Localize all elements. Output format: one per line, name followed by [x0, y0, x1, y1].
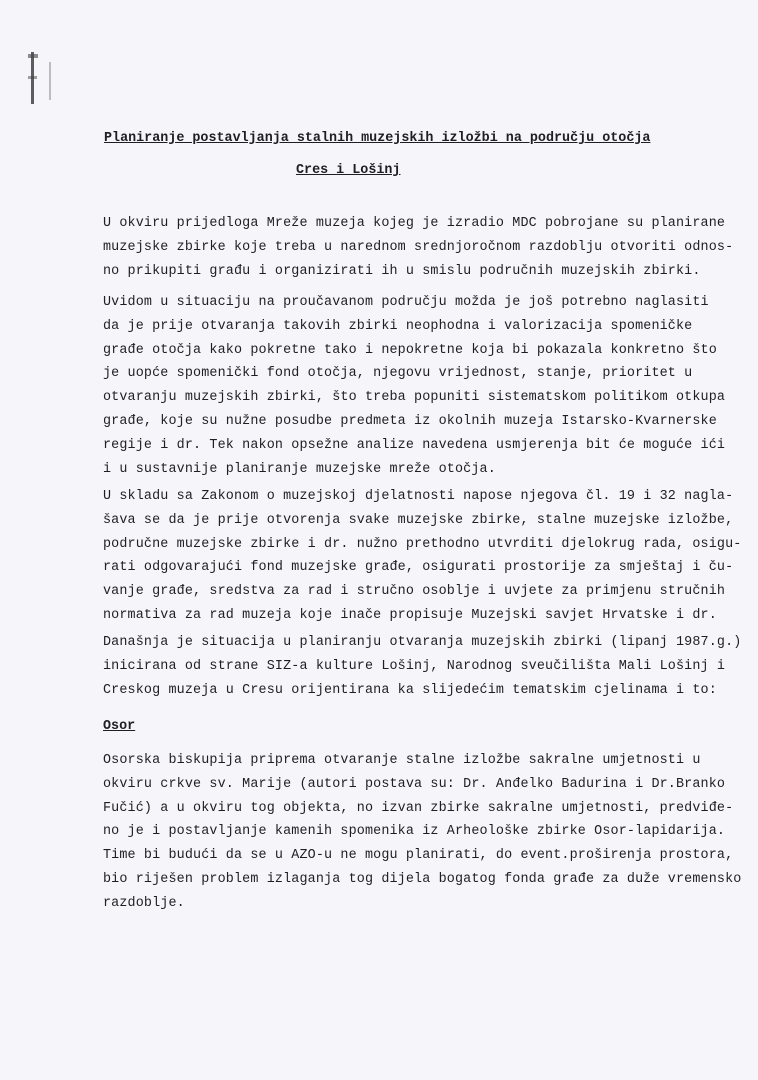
text-line: muzejske zbirke koje treba u narednom srednjoročnom razdoblju otvoriti odnos-: [103, 239, 734, 255]
text-line: Uvidom u situaciju na proučavanom području možda je još potrebno naglasiti: [103, 295, 709, 310]
section-heading-osor: Osor: [103, 719, 136, 734]
text-line: normativa za rad muzeja koje inače propisuje Muzejski savjet Hrvatske i dr.: [103, 607, 717, 623]
text-line: bio riješen problem izlaganja tog dijela bogatog fonda građe za duže vremensko: [103, 871, 742, 887]
paragraph-2: [103, 291, 726, 481]
text-line: građe otočja kako pokretne tako i nepokretne koja bi pokazala konkretno što: [103, 342, 717, 358]
document-title: Planiranje postavljanja stalnih muzejskih izložbi na području otočja: [104, 131, 651, 146]
text-line: inicirana od strane SIZ-a kulture Lošinj, Narodnog sveučilišta Mali Lošinj i: [103, 658, 726, 674]
text-line: U skladu sa Zakonom o muzejskoj djelatnosti napose njegova čl. 19 i 32 nagla-: [103, 489, 734, 504]
punch-hole-marks-icon: [28, 48, 56, 108]
text-line: U okviru prijedloga Mreže muzeja kojeg je izradio MDC pobrojane su planirane: [103, 216, 726, 231]
text-line: okviru crkve sv. Marije (autori postava su: Dr. Anđelko Badurina i Dr.Branko: [103, 776, 726, 792]
text-line: građe, koje su nužne posudbe predmeta iz okolnih muzeja Istarsko-Kvarnerske: [103, 413, 717, 429]
text-line: no prikupiti građu i organizirati ih u smislu područnih muzejskih zbirki.: [103, 263, 701, 279]
paragraph-1: [103, 212, 734, 283]
text-line: područne muzejske zbirke i dr. nužno prethodno utvrditi djelokrug rada, osigu-: [103, 536, 742, 552]
paragraph-3: [103, 485, 742, 628]
text-line: rati odgovarajući fond muzejske građe, osigurati prostorije za smještaj i ču-: [103, 560, 734, 576]
text-line: razdoblje.: [103, 895, 185, 911]
text-line: da je prije otvaranja takovih zbirki neophodna i valorizacija spomeničke: [103, 318, 693, 334]
text-line: Creskog muzeja u Cresu orijentirana ka slijedećim tematskim cjelinama i to:: [103, 682, 717, 698]
paragraph-osor: [103, 749, 742, 916]
text-line: Osorska biskupija priprema otvaranje stalne izložbe sakralne umjetnosti u: [103, 753, 701, 768]
text-line: šava se da je prije otvorenja svake muzejske zbirke, stalne muzejske izložbe,: [103, 512, 734, 528]
document-subtitle: Cres i Lošinj: [296, 163, 401, 178]
paragraph-4: [103, 631, 742, 702]
text-line: Time bi budući da se u AZO-u ne mogu planirati, do event.proširenja prostora,: [103, 848, 734, 864]
text-line: Današnja je situacija u planiranju otvaranja muzejskih zbirki (lipanj 1987.g.): [103, 635, 742, 650]
text-line: i u sustavnije planiranje muzejske mreže otočja.: [103, 461, 496, 477]
text-line: vanje građe, sredstva za rad i stručno osoblje i uvjete za primjenu stručnih: [103, 584, 726, 600]
text-line: regije i dr. Tek nakon opsežne analize navedena usmjerenja bit će moguće ići: [103, 437, 726, 453]
text-line: Fučić) a u okviru tog objekta, no izvan zbirke sakralne umjetnosti, predviđe-: [103, 800, 734, 816]
text-line: no je i postavljanje kamenih spomenika iz Arheološke zbirke Osor-lapidarija.: [103, 824, 726, 840]
text-line: je uopće spomenički fond otočja, njegovu vrijednost, stanje, prioritet u: [103, 366, 693, 382]
text-line: otvaranju muzejskih zbirki, što treba popuniti sistematskom politikom otkupa: [103, 390, 726, 406]
